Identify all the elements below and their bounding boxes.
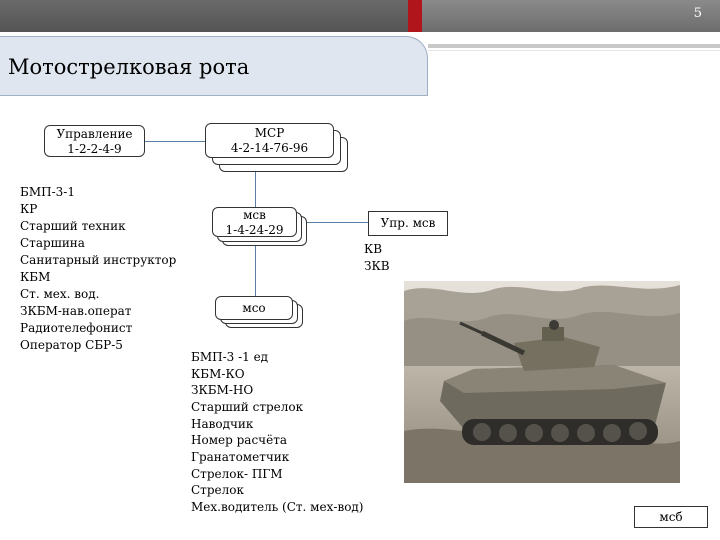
page-title: Мотострелковая рота — [8, 55, 250, 79]
list-item: БМП-3 -1 ед — [191, 350, 269, 364]
list-item: Старшина — [20, 236, 85, 250]
msv-box-title: мсв — [243, 208, 266, 222]
list-item: БМП-3-1 — [20, 185, 75, 199]
list-item: Старший техник — [20, 219, 126, 233]
msb-label: мсб — [659, 510, 683, 524]
mso-box — [215, 296, 293, 320]
list-item: КБМ — [20, 270, 51, 284]
list-item: ЗКБМ-НО — [191, 383, 254, 397]
mso-box-title: мсо — [242, 301, 266, 315]
connector-msv-upr — [300, 222, 368, 223]
msv-box-code: 1-4-24-29 — [225, 223, 284, 237]
list-item: Санитарный инструктор — [20, 253, 177, 267]
msr-box — [205, 123, 334, 158]
top-bar — [0, 0, 720, 32]
list-item: КБМ-КО — [191, 367, 245, 381]
msb-box — [634, 506, 708, 528]
list-item: Гранатометчик — [191, 450, 290, 464]
list-item: Мех.водитель (Ст. мех-вод) — [191, 500, 364, 514]
list-item: Стрелок- ПГМ — [191, 467, 283, 481]
bmp3-vehicle-illustration — [404, 281, 680, 483]
list-item: КР — [20, 202, 38, 216]
list-item: Ст. мех. вод. — [20, 287, 100, 301]
list-item: Радиотелефонист — [20, 321, 133, 335]
msv-box — [212, 207, 297, 237]
list-item: Оператор СБР-5 — [20, 338, 123, 352]
list-item: Номер расчёта — [191, 433, 288, 447]
upr-msv-label: Упр. мсв — [380, 216, 436, 230]
upr-msv-item: КВ — [364, 242, 383, 256]
page-number: 5 — [693, 6, 702, 21]
list-item: Наводчик — [191, 417, 254, 431]
header-band — [422, 0, 720, 32]
msr-box-code: 4-2-14-76-96 — [230, 141, 309, 155]
bmp3-vehicle-photo — [404, 281, 680, 483]
management-box-title: Управление — [56, 127, 133, 141]
msr-box-title: МСР — [254, 126, 285, 140]
list-item: Старший стрелок — [191, 400, 304, 414]
connector-management-msr — [145, 141, 205, 142]
upr-msv-item: ЗКВ — [364, 259, 390, 273]
upr-msv-box — [368, 211, 448, 236]
accent-stripe — [408, 0, 422, 32]
list-item: ЗКБМ-нав.операт — [20, 304, 132, 318]
management-box-code: 1-2-2-4-9 — [67, 142, 122, 156]
list-item: Стрелок — [191, 483, 244, 497]
header-rule-thin — [428, 50, 720, 51]
management-box — [44, 125, 145, 157]
header-rule — [428, 44, 720, 48]
